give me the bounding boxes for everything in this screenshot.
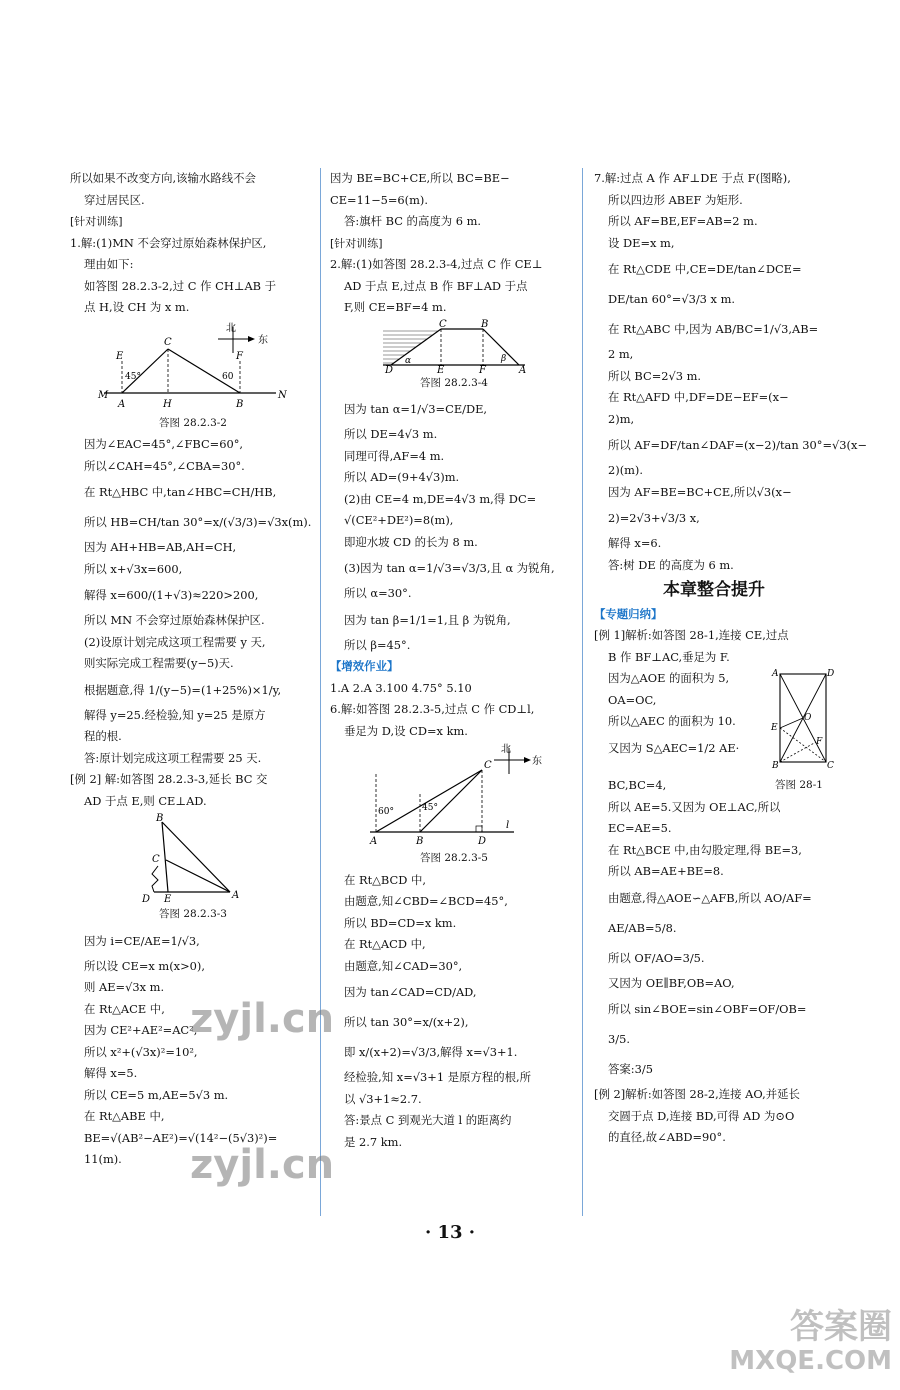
text-line: 又因为 OE∥BF,OB=AO, <box>608 975 735 990</box>
svg-text:东: 东 <box>532 756 542 767</box>
svg-text:C: C <box>164 336 172 348</box>
svg-text:A: A <box>519 364 527 376</box>
text-line: 答:景点 C 到观光大道 l 的距离约 <box>344 1113 512 1127</box>
text-line: [例 1]解析:如答图 28-1,连接 CE,过点 <box>594 628 789 642</box>
text-line: 所以 x+√3x=600, <box>84 561 183 576</box>
watermark-text: zyjl.cn <box>190 1142 335 1188</box>
text-line: 所以四边形 ABEF 为矩形. <box>608 192 743 207</box>
svg-text:北: 北 <box>501 744 511 755</box>
svg-text:H: H <box>163 398 172 410</box>
figure-caption: 答图 28-1 <box>775 779 823 791</box>
svg-text:F: F <box>479 364 486 376</box>
svg-text:l: l <box>506 820 510 831</box>
section-heading-zhuanti: 【专题归纳】 <box>594 606 663 621</box>
text-line: 答:原计划完成这项工程需要 25 天. <box>84 750 262 765</box>
svg-text:B: B <box>416 836 424 847</box>
example-1-block <box>594 668 834 775</box>
text-line: 则实际完成工程需要(y−5)天. <box>84 656 234 670</box>
text-line: 2)m, <box>608 411 635 426</box>
text-line: 1.解:(1)MN 不会穿过原始森林保护区, <box>70 235 267 250</box>
column-divider <box>582 168 583 1216</box>
svg-text:45°: 45° <box>422 803 438 813</box>
text-line: 因为△AOE 的面积为 5, <box>608 671 730 685</box>
text-line: 在 Rt△ACD 中, <box>344 937 426 951</box>
text-line: (2)由 CE=4 m,DE=4√3 m,得 DC= <box>344 491 537 506</box>
text-line: 在 Rt△AFD 中,DF=DE−EF=(x− <box>608 390 789 404</box>
text-line: 穿过居民区. <box>84 192 145 207</box>
page-number: · 13 · <box>424 1222 476 1243</box>
text-line: 所以△AEC 的面积为 10. <box>608 714 736 728</box>
text-line: 2)=2√3+√3/3 x, <box>608 511 700 525</box>
text-line: 所以 β=45°. <box>344 637 411 652</box>
text-line: 所以 sin∠BOE=sin∠OBF=OF/OB= <box>608 1002 807 1016</box>
text-line: 垂足为 D,设 CD=x km. <box>344 723 468 738</box>
text-line: 解得 y=25.经检验,知 y=25 是原方 <box>84 707 266 722</box>
svg-text:A: A <box>370 836 378 847</box>
figure-28-1 <box>770 668 835 771</box>
text-line: 因为 AF=BE=BC+CE,所以√3(x− <box>608 484 792 499</box>
text-line: 2 m, <box>608 347 634 361</box>
text-line: 在 Rt△CDE 中,CE=DE/tan∠DCE= <box>608 262 802 276</box>
svg-text:E: E <box>437 364 445 376</box>
text-line: 设 DE=x m, <box>608 235 675 250</box>
text-line: 2)(m). <box>608 463 644 477</box>
text-line: 所以 α=30°. <box>344 586 412 600</box>
text-line: 6.解:如答图 28.2.3-5,过点 C 作 CD⊥l, <box>330 702 535 716</box>
section-heading-zengxiao: 【增效作业】 <box>330 659 399 673</box>
text-line: 因为∠EAC=45°,∠FBC=60°, <box>84 437 244 451</box>
text-line: CE=11−5=6(m). <box>330 192 428 207</box>
text-line: 因为 tan∠CAD=CD/AD, <box>344 985 477 999</box>
text-line: 在 Rt△BCE 中,由勾股定理,得 BE=3, <box>608 842 802 857</box>
watermark-logo <box>729 1308 892 1376</box>
text-line: 根据题意,得 1/(y−5)=(1+25%)×1/y, <box>84 682 282 697</box>
text-line: 所以 BC=2√3 m. <box>608 368 702 383</box>
svg-text:D: D <box>142 894 151 905</box>
text-line: [例 2]解析:如答图 28-2,连接 AO,并延长 <box>594 1087 800 1101</box>
svg-text:B: B <box>772 761 779 771</box>
watermark-logo-text: 答案圈 <box>790 1307 892 1347</box>
text-line: 因为 CE²+AE²=AC², <box>84 1023 198 1037</box>
text-line: 因为 tan α=1/√3=CE/DE, <box>344 402 488 416</box>
svg-text:60°: 60° <box>378 807 394 817</box>
text-line: 理由如下: <box>84 257 134 271</box>
text-line: 程的根. <box>84 729 122 743</box>
text-line: 所以 DE=4√3 m. <box>344 427 438 441</box>
figure-28-2-3-5 <box>364 744 544 848</box>
text-line: 是 2.7 km. <box>344 1134 403 1149</box>
text-line: 因为 AH+HB=AB,AH=CH, <box>84 540 237 554</box>
svg-text:F: F <box>236 350 243 362</box>
text-line: 由题意,得△AOE∽△AFB,所以 AO/AF= <box>608 890 812 905</box>
figure-28-2-3-4 <box>379 318 529 376</box>
svg-text:M: M <box>98 389 109 401</box>
svg-text:β: β <box>501 353 507 364</box>
text-line: 则 AE=√3x m. <box>84 980 165 994</box>
text-line: 所以 BD=CD=x km. <box>344 915 457 930</box>
text-line: 所以 tan 30°=x/(x+2), <box>344 1015 469 1029</box>
text-line: AD 于点 E,过点 B 作 BF⊥AD 于点 <box>344 278 528 293</box>
text-line: [例 2] 解:如答图 28.2.3-3,延长 BC 交 <box>70 772 268 786</box>
svg-text:E: E <box>116 350 124 362</box>
text-line: (3)因为 tan α=1/√3=√3/3,且 α 为锐角, <box>344 561 555 575</box>
text-line: 所以∠CAH=45°,∠CBA=30°. <box>84 458 245 473</box>
text-line: OA=OC, <box>608 692 657 707</box>
text-line: 解得 x=5. <box>84 1066 138 1080</box>
svg-text:A: A <box>772 669 779 679</box>
watermark-url: MXQE.COM <box>729 1346 892 1376</box>
text-line: F,则 CE=BF=4 m. <box>344 300 447 314</box>
text-line: 因为 i=CE/AE=1/√3, <box>84 933 200 948</box>
figure-caption: 答图 28.2.3-3 <box>159 908 227 920</box>
svg-text:B: B <box>236 398 244 410</box>
svg-text:C: C <box>827 761 834 771</box>
text-line: 所以 AE=5.又因为 OE⊥AC,所以 <box>608 799 781 814</box>
svg-text:D: D <box>827 669 835 679</box>
text-line: 由题意,知∠CBD=∠BCD=45°, <box>344 894 508 908</box>
text-line: 的直径,故∠ABD=90°. <box>608 1130 726 1144</box>
text-line: 在 Rt△ACE 中, <box>84 1001 165 1016</box>
text-line: 如答图 28.2.3-2,过 C 作 CH⊥AB 于 <box>84 278 277 293</box>
figure-28-2-3-3 <box>138 814 248 904</box>
column-2 <box>330 168 578 1153</box>
text-line: 所以 MN 不会穿过原始森林保护区. <box>84 613 265 627</box>
svg-text:O: O <box>804 713 812 723</box>
text-line: 所以 AD=(9+4√3)m. <box>344 470 460 484</box>
svg-text:60: 60 <box>222 371 234 382</box>
east-label: 东 <box>258 334 268 346</box>
svg-text:B: B <box>481 318 489 330</box>
text-line: BE=√(AB²−AE²)=√(14²−(5√3)²)= <box>84 1130 278 1145</box>
answer-line: 答案:3/5 <box>608 1062 653 1076</box>
text-line: AE/AB=5/8. <box>608 920 677 935</box>
svg-text:D: D <box>478 836 487 847</box>
text-line: (2)设原计划完成这项工程需要 y 天, <box>84 634 266 649</box>
svg-text:C: C <box>152 854 160 865</box>
text-line: BC,BC=4, <box>608 778 667 792</box>
text-line: 即 x/(x+2)=√3/3,解得 x=√3+1. <box>344 1045 518 1059</box>
text-line: 2.解:(1)如答图 28.2.3-4,过点 C 作 CE⊥ <box>330 257 543 271</box>
section-heading: [针对训练] <box>330 236 383 250</box>
text-line: 解得 x=6. <box>608 536 662 550</box>
column-divider <box>320 168 321 1216</box>
text-line: 所以 CE=5 m,AE=5√3 m. <box>84 1087 229 1102</box>
text-line: 所以如果不改变方向,该输水路线不会 <box>70 171 256 185</box>
text-line: 在 Rt△HBC 中,tan∠HBC=CH/HB, <box>84 485 277 499</box>
text-line: 答:树 DE 的高度为 6 m. <box>608 557 734 572</box>
watermark-text: zyjl.cn <box>190 996 335 1042</box>
text-line: 所以 AF=DF/tan∠DAF=(x−2)/tan 30°=√3(x− <box>608 438 867 452</box>
svg-text:A: A <box>232 890 240 901</box>
text-line: 所以设 CE=x m(x>0), <box>84 958 205 973</box>
svg-text:C: C <box>484 760 492 771</box>
svg-text:E: E <box>164 894 172 905</box>
text-line: B 作 BF⊥AC,垂足为 F. <box>608 649 730 664</box>
text-line: 解得 x=600/(1+√3)≈220>200, <box>84 588 259 602</box>
svg-text:C: C <box>439 318 447 330</box>
text-line: 因为 BE=BC+CE,所以 BC=BE− <box>330 171 510 185</box>
text-line: 所以 x²+(√3x)²=10², <box>84 1044 198 1059</box>
figure-caption: 答图 28.2.3-5 <box>420 852 488 864</box>
text-line: 由题意,知∠CAD=30°, <box>344 958 463 973</box>
text-line: 11(m). <box>84 1152 122 1166</box>
section-heading: [针对训练] <box>70 215 123 228</box>
text-line: 又因为 S△AEC=1/2 AE· <box>608 740 740 755</box>
svg-text:F: F <box>816 737 823 747</box>
svg-text:N: N <box>278 389 287 401</box>
text-line: 点 H,设 CH 为 x m. <box>84 300 190 314</box>
text-line: √(CE²+DE²)=8(m), <box>344 513 454 527</box>
text-line: 答:旗杆 BC 的高度为 6 m. <box>344 214 482 228</box>
text-line: 交圆于点 D,连接 BD,可得 AD 为⊙O <box>608 1108 795 1123</box>
text-line: 即迎水坡 CD 的长为 8 m. <box>344 534 478 549</box>
chapter-title: 本章整合提升 <box>663 580 765 600</box>
column-3 <box>594 168 867 1149</box>
text-line: 在 Rt△ABE 中, <box>84 1109 165 1123</box>
text-line: 所以 AF=BE,EF=AB=2 m. <box>608 214 758 228</box>
text-line: 经检验,知 x=√3+1 是原方程的根,所 <box>344 1070 532 1084</box>
text-line: 所以 HB=CH/tan 30°=x/(√3/3)=√3x(m). <box>84 515 312 529</box>
figure-caption: 答图 28.2.3-4 <box>420 376 488 389</box>
figure-caption: 答图 28.2.3-2 <box>159 416 227 429</box>
text-line: 同理可得,AF=4 m. <box>344 448 445 463</box>
text-line: 在 Rt△ABC 中,因为 AB/BC=1/√3,AB= <box>608 322 819 336</box>
answer-line: 1.A 2.A 3.100 4.75° 5.10 <box>330 680 472 695</box>
svg-text:α: α <box>405 355 412 366</box>
svg-text:E: E <box>771 723 778 733</box>
text-line: DE/tan 60°=√3/3 x m. <box>608 292 736 306</box>
svg-text:B: B <box>156 813 164 824</box>
text-line: 因为 tan β=1/1=1,且 β 为锐角, <box>344 612 511 627</box>
svg-text:D: D <box>385 364 394 376</box>
svg-text:45°: 45° <box>125 371 141 382</box>
north-label: 北 <box>226 322 236 334</box>
svg-text:A: A <box>118 398 126 410</box>
text-line: EC=AE=5. <box>608 821 672 835</box>
text-line: AD 于点 E,则 CE⊥AD. <box>84 793 207 808</box>
figure-28-2-3-2 <box>98 321 288 413</box>
text-line: 所以 OF/AO=3/5. <box>608 950 705 965</box>
text-line: 以 √3+1≈2.7. <box>344 1091 422 1106</box>
text-line: 3/5. <box>608 1032 630 1046</box>
text-line: 所以 AB=AE+BE=8. <box>608 864 724 878</box>
text-line: 在 Rt△BCD 中, <box>344 872 426 887</box>
text-line: 7.解:过点 A 作 AF⊥DE 于点 F(图略), <box>594 171 791 185</box>
